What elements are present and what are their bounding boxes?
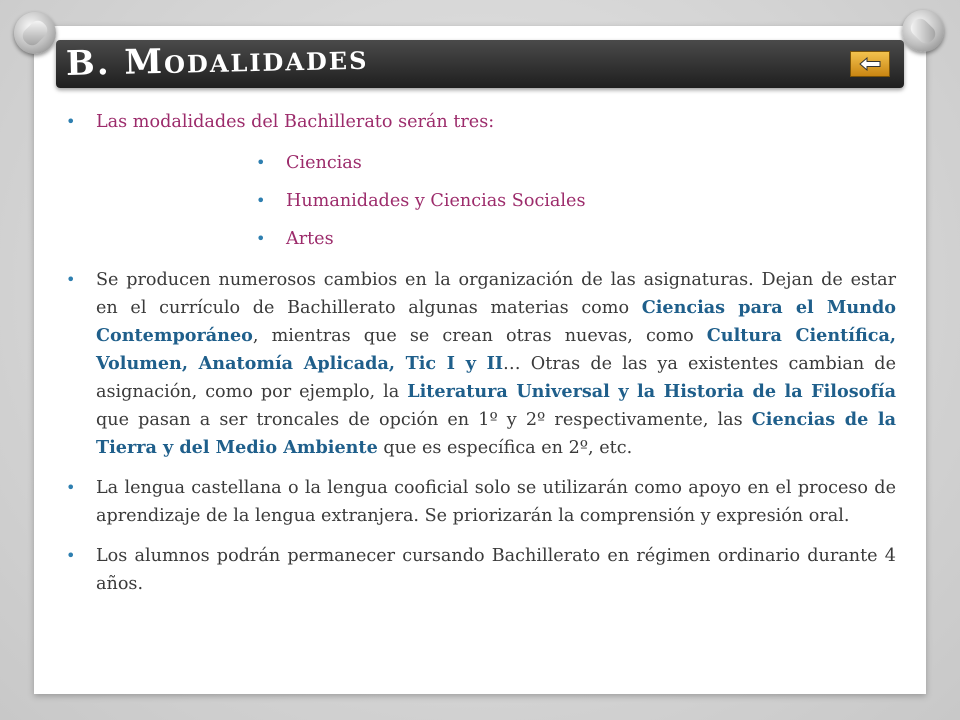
text-run: Se producen numerosos cambios en la organización de las asignaturas. Dejan de estar en el currículo de Bachillerato algunas materias como — [96, 270, 896, 318]
title-bar — [56, 37, 904, 88]
list-item: • Humanidades y Ciencias Sociales — [286, 182, 896, 220]
pushpin-icon — [902, 10, 944, 52]
back-button[interactable] — [850, 51, 890, 77]
language-paragraph: • La lengua castellana o la lengua cooficial solo se utilizarán como apoyo en el proceso de aprendizaje de la lengua extranjera. Se priorizarán la comprensión y expresión oral. — [60, 474, 896, 530]
text-run: que pasan a ser troncales de opción en 1º y 2º respectivamente, las — [96, 410, 752, 430]
duration-paragraph: • Los alumnos podrán permanecer cursando Bachillerato en régimen ordinario durante 4 años. — [60, 542, 896, 598]
highlight-text: Ciencias de la Tierra y del Medio Ambiente — [96, 409, 896, 458]
slide-content — [60, 108, 896, 610]
changes-paragraph — [60, 266, 896, 462]
page-title: B. Modalidades — [65, 37, 369, 84]
pushpin-icon — [14, 12, 56, 54]
modalidades-list — [60, 144, 896, 258]
text-run: que es específica en 2º, etc. — [377, 438, 633, 458]
highlight-text: Literatura Universal y la Historia de la Filosofía — [407, 381, 897, 402]
list-item: • Artes — [286, 220, 896, 258]
intro-bullet: • Las modalidades del Bachillerato serán tres: — [60, 108, 896, 136]
highlight-text: Ciencias para el Mundo Contemporáneo — [96, 297, 896, 346]
left-arrow-icon — [859, 57, 881, 71]
list-item: • Ciencias — [286, 144, 896, 182]
highlight-text: Cultura Científica, Volumen, Anatomía Aplicada, Tic I y II — [96, 325, 896, 374]
text-run: , mientras que se crean otras nuevas, como — [252, 326, 707, 346]
text-run: … Otras de las ya existentes cambian de asignación, como por ejemplo, la — [96, 354, 896, 402]
